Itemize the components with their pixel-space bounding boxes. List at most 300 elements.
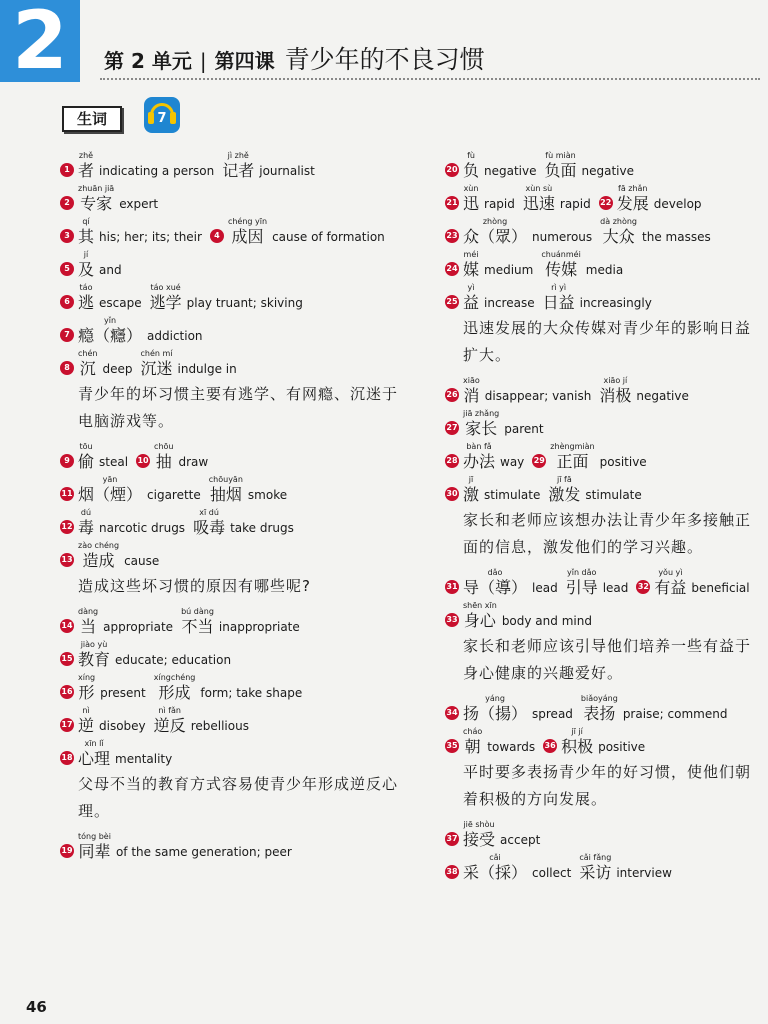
vocab-entry — [445, 249, 763, 280]
vocab-word — [600, 216, 711, 247]
english-gloss: stimulate — [585, 488, 642, 502]
hanzi: 逃学 — [149, 293, 182, 312]
entry-number-badge: 33 — [445, 613, 459, 627]
pinyin: cǎi — [489, 853, 501, 862]
english-gloss: positive — [599, 455, 647, 469]
vocab-word — [228, 216, 385, 247]
vocab-word — [181, 606, 300, 637]
audio-headphones-icon[interactable] — [144, 97, 180, 133]
ruby-group — [550, 441, 594, 472]
ruby-group — [463, 852, 527, 883]
hanzi: 沉迷 — [140, 359, 173, 378]
english-gloss: smoke — [247, 488, 288, 502]
hanzi: 负 — [463, 161, 480, 180]
vocab-word — [78, 606, 173, 637]
vocab-entry — [445, 375, 763, 406]
vocab-word — [78, 474, 201, 505]
pinyin: qí — [82, 217, 90, 226]
english-gloss: towards — [487, 740, 536, 754]
hanzi: 发展 — [616, 194, 649, 213]
hanzi: 逆反 — [153, 716, 186, 735]
vocab-word — [78, 738, 172, 769]
english-gloss: praise; commend — [622, 707, 728, 721]
vocab-word — [463, 408, 544, 439]
hanzi: 负面 — [544, 161, 577, 180]
ruby-group — [78, 672, 95, 703]
vocab-word — [579, 852, 672, 883]
pinyin: chuánméi — [541, 250, 581, 259]
vocab-word — [463, 183, 515, 214]
ruby-group — [78, 738, 110, 769]
entry-number-badge: 24 — [445, 262, 459, 276]
pinyin: fā zhǎn — [618, 184, 648, 193]
english-gloss: rebellious — [190, 719, 249, 733]
english-gloss: mentality — [115, 752, 173, 766]
vocab-word — [78, 249, 122, 280]
hanzi: 偷 — [78, 452, 95, 471]
vocab-word — [154, 672, 302, 703]
vocab-word — [654, 567, 749, 598]
entry-number-badge: 34 — [445, 706, 459, 720]
pinyin: yān — [102, 475, 118, 484]
entry-number-badge: 9 — [60, 454, 74, 468]
example-sentence: 造成这些坏习惯的原因有哪些呢? — [78, 577, 311, 595]
english-gloss: steal — [99, 455, 129, 469]
vocab-entry — [445, 852, 763, 883]
page-number: 46 — [26, 998, 47, 1016]
vocab-entry — [60, 348, 400, 379]
vocab-entry — [445, 408, 763, 439]
hanzi: 接受 — [463, 830, 496, 849]
english-gloss: appropriate — [103, 620, 174, 634]
entry-number-badge: 23 — [445, 229, 459, 243]
ruby-group — [193, 507, 225, 538]
entry-number-badge: 7 — [60, 328, 74, 342]
unit-number: 2 — [0, 0, 80, 82]
ruby-group — [463, 216, 527, 247]
vocab-entry — [60, 606, 400, 637]
english-gloss: rapid — [559, 197, 591, 211]
vocab-entry — [60, 639, 400, 670]
pinyin: rì yì — [551, 283, 567, 292]
vocab-word — [78, 150, 214, 181]
ruby-group — [154, 441, 173, 472]
vocab-word — [617, 183, 702, 214]
vocab-entry — [60, 315, 400, 346]
pinyin: chén mí — [140, 349, 173, 358]
vocab-word — [78, 216, 202, 247]
english-gloss: his; her; its; their — [99, 230, 202, 244]
hanzi: 导（導） — [463, 578, 528, 597]
pinyin: biǎoyáng — [580, 694, 618, 703]
english-gloss: journalist — [259, 164, 315, 178]
hanzi: 抽烟 — [209, 485, 242, 504]
pinyin: cháo — [463, 727, 483, 736]
ruby-group — [523, 183, 555, 214]
entry-number-badge: 15 — [60, 652, 74, 666]
hanzi: 心理 — [78, 749, 111, 768]
vocab-entry — [445, 474, 763, 505]
vocab-word — [154, 705, 249, 736]
hanzi: 者 — [78, 161, 95, 180]
pinyin: zhòng — [482, 217, 508, 226]
vocab-entry — [60, 474, 400, 505]
ruby-group — [209, 474, 243, 505]
vocab-word — [222, 150, 315, 181]
pinyin: jiào yù — [80, 640, 108, 649]
vocab-entry — [60, 738, 400, 769]
hanzi: 专家 — [80, 194, 113, 213]
english-gloss: cause — [124, 554, 160, 568]
hanzi: 采访 — [579, 863, 612, 882]
hanzi: 瘾（癮） — [78, 326, 143, 345]
vocab-word — [463, 600, 592, 631]
pinyin: tōu — [79, 442, 93, 451]
pinyin: yǐn — [103, 316, 117, 325]
vocab-word — [463, 441, 524, 472]
vocab-word — [463, 567, 558, 598]
entry-number-badge: 28 — [445, 454, 459, 468]
hanzi: 逆 — [78, 716, 95, 735]
vocab-word — [78, 507, 185, 538]
english-gloss: negative — [636, 389, 689, 403]
pinyin: yáng — [485, 694, 505, 703]
english-gloss: of the same generation; peer — [115, 845, 292, 859]
vocab-entry — [60, 441, 400, 472]
pinyin: jì zhě — [227, 151, 249, 160]
entry-number-badge: 36 — [543, 739, 557, 753]
vocab-word — [463, 282, 535, 313]
hanzi: 其 — [78, 227, 95, 246]
ruby-group — [579, 852, 611, 883]
entry-number-badge: 20 — [445, 163, 459, 177]
pinyin: shēn xīn — [463, 601, 497, 610]
hanzi: 积极 — [561, 737, 594, 756]
entry-number-badge: 22 — [599, 196, 613, 210]
vocab-word — [78, 348, 132, 379]
english-gloss: rapid — [484, 197, 515, 211]
english-gloss: increasingly — [579, 296, 652, 310]
pinyin: fù miàn — [545, 151, 576, 160]
ruby-group — [78, 348, 97, 379]
vocab-word — [463, 474, 540, 505]
hanzi: 消极 — [599, 386, 632, 405]
english-gloss: cigarette — [147, 488, 201, 502]
pinyin: yì — [467, 283, 475, 292]
example-sentence: 青少年的坏习惯主要有逃学、有网瘾、沉迷于电脑游戏等。 — [78, 385, 399, 430]
vocab-word — [581, 693, 728, 724]
pinyin: dàng — [78, 607, 99, 616]
vocab-entry — [60, 282, 400, 313]
ruby-group — [581, 693, 618, 724]
english-gloss: take drugs — [230, 521, 294, 535]
vocab-word — [78, 315, 203, 346]
hanzi: 办法 — [463, 452, 496, 471]
hanzi: 教育 — [78, 650, 111, 669]
entry-number-badge: 35 — [445, 739, 459, 753]
pinyin: dú — [80, 508, 92, 517]
hanzi: 表扬 — [583, 704, 616, 723]
ruby-group — [463, 150, 479, 181]
pinyin: zào chéng — [78, 541, 120, 550]
vocab-entry — [445, 150, 763, 181]
entry-number-badge: 19 — [60, 844, 74, 858]
english-gloss: addiction — [147, 329, 203, 343]
hanzi: 采（採） — [463, 863, 528, 882]
hanzi: 引导 — [565, 578, 598, 597]
hanzi: 消 — [463, 386, 480, 405]
vocab-word — [463, 150, 537, 181]
pinyin: cǎi fǎng — [579, 853, 612, 862]
ruby-group — [228, 216, 267, 247]
entry-number-badge: 6 — [60, 295, 74, 309]
vocab-word — [78, 831, 292, 862]
example-sentence: 父母不当的教育方式容易使青少年形成逆反心理。 — [78, 775, 399, 820]
vocab-word — [545, 150, 635, 181]
entry-number-badge: 21 — [445, 196, 459, 210]
hanzi: 烟（煙） — [78, 485, 143, 504]
vocab-entry — [445, 441, 763, 472]
pinyin: bú dàng — [181, 607, 214, 616]
hanzi: 大众 — [602, 227, 635, 246]
vocab-entry — [445, 567, 763, 598]
english-gloss: cause of formation — [272, 230, 385, 244]
pinyin: jī fā — [557, 475, 572, 484]
hanzi: 毒 — [78, 518, 95, 537]
english-gloss: the masses — [642, 230, 711, 244]
english-gloss: negative — [484, 164, 537, 178]
vocab-entry — [60, 507, 400, 538]
pinyin: xīn lǐ — [84, 739, 104, 748]
vocab-word — [599, 375, 689, 406]
english-gloss: disappear; vanish — [484, 389, 592, 403]
ruby-group — [463, 567, 527, 598]
ruby-group — [150, 282, 182, 313]
vocab-word — [193, 507, 294, 538]
pinyin: zhèngmiàn — [550, 442, 595, 451]
hanzi: 正面 — [556, 452, 589, 471]
pinyin: chōu — [154, 442, 174, 451]
entry-number-badge: 32 — [636, 580, 650, 594]
vocab-entry — [60, 705, 400, 736]
vocab-word — [523, 183, 591, 214]
ruby-group — [154, 705, 186, 736]
vocab-word — [209, 474, 287, 505]
hanzi: 抽 — [155, 452, 172, 471]
hanzi: 身心 — [463, 611, 496, 630]
ruby-group — [600, 216, 637, 247]
hanzi: 沉 — [79, 359, 96, 378]
english-gloss: lead — [532, 581, 558, 595]
hanzi: 不当 — [181, 617, 214, 636]
ruby-group — [463, 249, 479, 280]
pinyin: xíngchéng — [153, 673, 196, 682]
ruby-group — [599, 375, 631, 406]
entry-number-badge: 30 — [445, 487, 459, 501]
english-gloss: lead — [602, 581, 629, 595]
hanzi: 激 — [463, 485, 480, 504]
audio-track-number: 7 — [157, 111, 167, 126]
english-gloss: spread — [532, 707, 573, 721]
hanzi: 众（眾） — [463, 227, 528, 246]
ruby-group — [463, 474, 479, 505]
vocab-word — [463, 726, 535, 757]
unit-label: 第 2 单元 — [104, 49, 192, 73]
ruby-group — [154, 672, 196, 703]
entry-number-badge: 31 — [445, 580, 459, 594]
hanzi: 激发 — [548, 485, 581, 504]
vocab-word — [543, 282, 652, 313]
ruby-group — [561, 726, 593, 757]
english-gloss: deep — [102, 362, 133, 376]
hanzi: 传媒 — [545, 260, 578, 279]
pinyin: táo xué — [150, 283, 181, 292]
vocab-column-right — [445, 150, 763, 885]
ruby-group — [78, 216, 94, 247]
vocab-word — [154, 441, 208, 472]
pinyin: xùn sù — [525, 184, 553, 193]
hanzi: 吸毒 — [193, 518, 226, 537]
pinyin: dà zhòng — [600, 217, 638, 226]
hanzi: 家长 — [465, 419, 498, 438]
vocab-word — [548, 474, 641, 505]
entry-number-badge: 18 — [60, 751, 74, 765]
hanzi: 当 — [80, 617, 97, 636]
vocab-entry — [445, 600, 763, 631]
ruby-group — [463, 408, 499, 439]
entry-number-badge: 4 — [210, 229, 224, 243]
pinyin: zhě — [78, 151, 94, 160]
pinyin: chéng yīn — [227, 217, 268, 226]
english-gloss: positive — [598, 740, 646, 754]
english-gloss: and — [99, 263, 122, 277]
ruby-group — [78, 249, 94, 280]
english-gloss: educate; education — [115, 653, 232, 667]
ruby-group — [78, 183, 114, 214]
hanzi: 益 — [463, 293, 480, 312]
vocab-entry — [60, 183, 400, 214]
english-gloss: indicating a person — [99, 164, 215, 178]
ruby-group — [181, 606, 214, 637]
pinyin: nì — [82, 706, 90, 715]
pinyin: jī jí — [571, 727, 583, 736]
hanzi: 及 — [78, 260, 95, 279]
english-gloss: parent — [504, 422, 544, 436]
pinyin: jiā zhǎng — [463, 409, 500, 418]
english-gloss: expert — [119, 197, 159, 211]
ruby-group — [140, 348, 172, 379]
entry-number-badge: 38 — [445, 865, 459, 879]
entry-number-badge: 14 — [60, 619, 74, 633]
example-sentence: 迅速发展的大众传媒对青少年的影响日益扩大。 — [463, 319, 752, 364]
ruby-group — [78, 315, 142, 346]
entry-number-badge: 1 — [60, 163, 74, 177]
vocab-entry — [445, 693, 763, 724]
pinyin: fù — [467, 151, 475, 160]
vocab-word — [78, 282, 142, 313]
pinyin: jī — [468, 475, 474, 484]
vocab-word — [463, 819, 540, 850]
hanzi: 成因 — [231, 227, 264, 246]
ruby-group — [548, 474, 580, 505]
pinyin: jiē shòu — [463, 820, 495, 829]
example-sentence: 平时要多表扬青少年的好习惯，使他们朝着积极的方向发展。 — [463, 763, 752, 808]
vocab-word — [463, 249, 533, 280]
example-sentence: 家长和老师应该想办法让青少年多接触正面的信息，激发他们的学习兴趣。 — [463, 511, 752, 556]
vocab-word — [463, 852, 571, 883]
pinyin: méi — [463, 250, 479, 259]
english-gloss: body and mind — [501, 614, 592, 628]
english-gloss: play truant; skiving — [186, 296, 303, 310]
header-separator: | — [199, 49, 207, 73]
pinyin: xíng — [78, 673, 96, 682]
ruby-group — [78, 282, 94, 313]
ruby-group — [543, 282, 575, 313]
hanzi: 同辈 — [78, 842, 111, 861]
hanzi: 形成 — [158, 683, 191, 702]
english-gloss: draw — [178, 455, 209, 469]
pinyin: dǎo — [487, 568, 503, 577]
entry-number-badge: 26 — [445, 388, 459, 402]
ruby-group — [463, 819, 495, 850]
vocab-word — [78, 639, 231, 670]
pinyin: bàn fǎ — [466, 442, 492, 451]
vocab-entry — [60, 249, 400, 280]
vocab-word — [463, 693, 573, 724]
hanzi: 有益 — [654, 578, 687, 597]
pinyin: xiāo — [463, 376, 480, 385]
english-gloss: inappropriate — [218, 620, 300, 634]
hanzi: 造成 — [82, 551, 115, 570]
ruby-group — [541, 249, 580, 280]
pinyin: tóng bèi — [78, 832, 111, 841]
hanzi: 逃 — [78, 293, 95, 312]
english-gloss: beneficial — [691, 581, 750, 595]
entry-number-badge: 37 — [445, 832, 459, 846]
ruby-group — [78, 540, 119, 571]
pinyin: xiāo jí — [603, 376, 628, 385]
vocab-word — [140, 348, 236, 379]
vocab-entry — [60, 540, 400, 571]
vocab-word — [78, 540, 159, 571]
ruby-group — [463, 693, 527, 724]
vocab-entry — [445, 216, 763, 247]
pinyin: táo — [79, 283, 93, 292]
ruby-group — [654, 567, 686, 598]
vocab-word — [550, 441, 646, 472]
english-gloss: escape — [99, 296, 142, 310]
hanzi: 朝 — [464, 737, 481, 756]
entry-number-badge: 25 — [445, 295, 459, 309]
english-gloss: numerous — [532, 230, 593, 244]
hanzi: 迅速 — [522, 194, 555, 213]
ruby-group — [617, 183, 649, 214]
hanzi: 形 — [78, 683, 95, 702]
page-header — [104, 40, 485, 76]
english-gloss: increase — [484, 296, 535, 310]
hanzi: 媒 — [463, 260, 480, 279]
hanzi: 迅 — [463, 194, 480, 213]
vocab-entry — [60, 672, 400, 703]
vocab-entry — [60, 216, 400, 247]
vocab-word — [541, 249, 623, 280]
vocab-entry — [445, 819, 763, 850]
ruby-group — [222, 150, 254, 181]
vocab-entry — [445, 183, 763, 214]
pinyin: nì fǎn — [158, 706, 181, 715]
entry-number-badge: 16 — [60, 685, 74, 699]
english-gloss: disobey — [99, 719, 146, 733]
